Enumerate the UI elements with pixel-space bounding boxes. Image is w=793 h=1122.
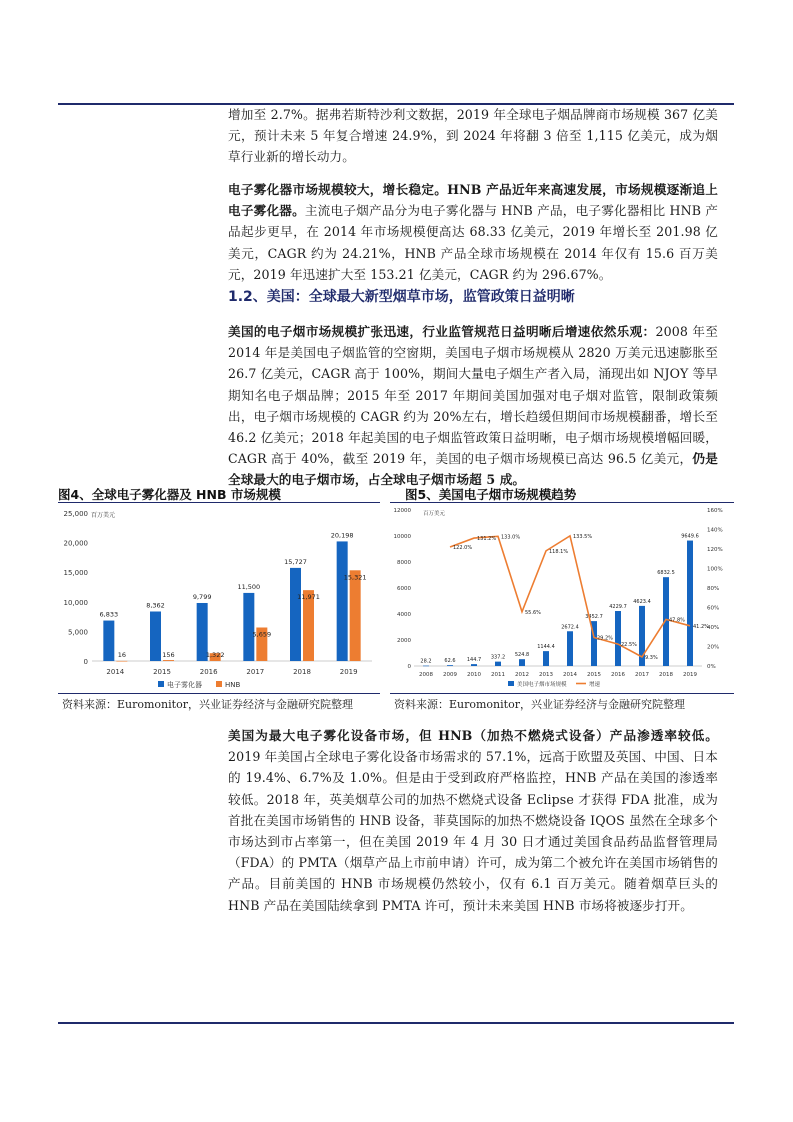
fig4-bottom-rule [58,693,380,694]
fig4-label-vaporizer: 8,362 [146,601,165,610]
fig5-bar [567,631,573,666]
fig5-y-tick-left: 4000 [397,612,411,618]
fig5-legend-swatch-bar [508,681,514,686]
intro-paragraph [228,104,718,168]
fig4-label-vaporizer: 9,799 [192,592,212,601]
fig5-x-tick: 2009 [443,672,457,678]
fig5-growth-label: 29.2% [597,635,613,642]
fig5-growth-label: 131.2% [477,536,497,543]
fig5-x-tick: 2008 [419,672,433,678]
fig4-unit-label: 百万美元 [91,512,116,519]
fig4-x-tick: 2019 [339,668,358,676]
intro-text: 增加至 2.7%。据弗若斯特沙利文数据，2019 年全球电子烟品牌商市场规模 367 亿美元，预计未来 5 年复合增速 24.9%，到 2024 年将翻 3 倍至 1,115 亿美元，成为烟草行业新的增长动力。 [228,107,718,165]
fig4-label-vaporizer: 20,198 [330,531,354,540]
fig5-growth-label: 133.5% [573,533,593,540]
fig5-x-tick: 2017 [635,672,649,678]
fig5-bar [519,659,525,666]
fig5-bar [423,666,429,667]
fig4-label-hnb: 11,971 [297,593,320,602]
fig5-y-tick-right: 140% [707,527,723,534]
fig5-bar [495,662,501,666]
paragraph-hnb-us [228,725,718,916]
fig5-bar-label: 337.2 [490,654,506,661]
fig5-bottom-rule [390,693,734,694]
fig4-legend-hnb: HNB [225,681,241,689]
fig5-y-tick-right: 80% [707,586,720,592]
fig4-bar-hnb [116,661,127,662]
fig4-x-tick: 2015 [153,668,171,676]
fig5-growth-label: 133.0% [501,534,521,541]
fig5-title: 图5、美国电子烟市场规模趋势 [405,487,577,502]
fig5-x-tick: 2018 [659,672,673,678]
bottom-rule [58,1022,734,1024]
fig4-legend-vaporizer: 电子雾化器 [167,681,202,689]
fig5-y-tick-left: 10000 [393,534,411,540]
fig5-bar-label: 9649.6 [681,533,699,540]
paragraph-vaporizer-hnb-text: 主流电子烟产品分为电子雾化器与 HNB 产品，电子雾化器相比 HNB 产品起步更早，在 2014 年市场规模便高达 68.33 亿美元，2019 年增长至 201.98 亿美元，CAGR 约为 24.21%，HNB 产品全球市场规模在 2014 年仅有 15.6 百万美元，2019 年迅速扩大至 153.21 亿美元，CAGR 约为 296.67%。 [228,203,718,282]
fig5-x-tick: 2013 [539,672,553,678]
fig5-growth-label: 41.2% [693,623,709,630]
fig5-y-tick-right: 120% [707,547,723,553]
fig4-x-tick: 2016 [199,668,218,676]
section-heading: 1.2、美国：全球最大新型烟草市场，监管政策日益明晰 [228,289,575,305]
paragraph-hnb-us-bold: 美国为最大电子雾化设备市场，但 HNB（加热不燃烧式设备）产品渗透率较低。 [228,728,718,743]
fig4-chart [58,503,382,693]
fig5-bar-label: 3452.7 [585,614,603,621]
fig4-label-hnb: 5,659 [252,630,272,639]
fig5-bar-label: 4623.4 [633,598,651,605]
fig5-growth-label: 9.3% [645,654,658,661]
fig5-bar [447,665,453,666]
fig4-y-tick: 20,000 [63,539,88,548]
fig4-y-tick: 10,000 [63,598,88,607]
fig5-bar-label: 28.2 [420,658,432,665]
fig4-bar-vaporizer [103,621,114,661]
fig4-legend-swatch-vaporizer [158,681,164,687]
fig4-label-vaporizer: 6,833 [99,610,119,619]
fig5-x-tick: 2012 [515,672,529,678]
fig5-bar-label: 524.8 [514,652,530,659]
fig5-bar [471,664,477,666]
fig5-x-tick: 2015 [587,672,601,678]
fig4-y-tick: 25,000 [63,510,88,518]
fig5-source: 资料来源：Euromonitor，兴业证券经济与金融研究院整理 [394,698,685,711]
fig5-bar-label: 1144.4 [537,644,555,651]
fig5-bar-label: 62.6 [444,658,456,665]
fig5-legend-bar: 美国电子烟市场规模 [517,682,567,688]
fig5-y-tick-right: 0% [707,664,716,670]
fig4-y-tick: 5,000 [67,628,88,637]
fig4-bar-vaporizer [337,541,348,661]
fig4-bar-hnb [163,660,174,661]
fig5-bar [615,611,621,666]
fig5-x-tick: 2014 [563,672,577,678]
fig4-bar-hnb [350,570,361,661]
fig5-growth-label: 122.0% [453,545,473,552]
fig4-title: 图4、全球电子雾化器及 HNB 市场规模 [58,487,281,502]
fig4-bar-vaporizer [243,593,254,661]
paragraph-vaporizer-hnb-bold: 电子雾化器市场规模较大，增长稳定。HNB 产品近年来高速发展，市场规模逐渐追上电子雾化器。 [228,182,718,219]
fig4-x-tick: 2018 [293,668,311,676]
fig4-x-tick: 2014 [106,668,125,676]
fig5-x-tick: 2011 [491,672,505,678]
fig4-y-tick: 15,000 [63,569,88,578]
fig5-bar-label: 144.7 [466,657,482,664]
paragraph-us-market-bold: 美国的电子烟市场规模扩张迅速，行业监管规范日益明晰后增速依然乐观： [228,324,656,339]
fig5-growth-label: 22.5% [621,642,637,649]
fig4-label-hnb: 156 [162,651,175,659]
paragraph-vaporizer-hnb [228,179,718,285]
fig5-x-tick: 2019 [683,672,697,678]
fig5-bar [687,541,693,666]
fig5-x-tick: 2016 [611,672,625,678]
fig5-bar-label: 6832.5 [657,570,675,577]
fig4-x-tick: 2017 [246,668,265,676]
fig5-y-tick-right: 20% [707,644,720,651]
fig5-y-tick-right: 40% [707,625,720,631]
paragraph-us-market-bold-end: 仍是全球最大的电子烟市场，占全球电子烟市场超 5 成。 [228,451,718,488]
fig5-y-tick-right: 60% [707,605,720,612]
fig5-y-tick-left: 8000 [397,560,411,566]
fig4-label-hnb: 15,321 [343,573,367,582]
fig5-y-tick-left: 0 [407,664,411,670]
fig5-bar [543,651,549,666]
fig5-growth-label: 55.6% [525,609,541,616]
fig5-y-tick-left: 6000 [397,586,411,592]
fig4-y-tick: 0 [83,658,88,666]
fig4-bar-vaporizer [290,568,301,661]
fig5-legend-line: 增速 [589,682,601,688]
paragraph-hnb-us-text: 2019 年美国占全球电子雾化设备市场需求的 57.1%，远高于欧盟及英国、中国、日本的 19.4%、6.7%及 1.0%。但是由于受到政府严格监控，HNB 产品在美国的渗透率较低。2018 年，英美烟草公司的加热不燃烧式设备 Eclipse 才获得 FDA 批准，成为首批在美国市场销售的 HNB 设备，菲莫国际的加热不燃烧设备 IQOS 虽然在全球多个市场达到市占率第一，但在美国 2019 年 4 月 30 日才通过美国食品药品监督管理局（FDA）的 PMTA（烟草产品上市前申请）许可，成为第二个被允许在美国市场销售的产品。目前美国的 HNB 市场规模仍然较小，仅有 6.1 百万美元。随着烟草巨头的 HNB 产品在美国陆续拿到 PMTA 许可，预计未来美国 HNB 市场将被逐步打开。 [228,749,718,913]
fig4-source: 资料来源：Euromonitor，兴业证券经济与金融研究院整理 [62,698,353,711]
fig5-bar-label: 4229.7 [609,604,627,611]
fig5-x-tick: 2010 [467,672,481,678]
paragraph-us-market-text: 2008 年至 2014 年是美国电子烟监管的空窗期，美国电子烟市场规模从 2820 万美元迅速膨胀至 26.7 亿美元，CAGR 高于 100%，期间大量电子烟生产者入局，涌现出如 NJOY 等早期知名电子烟品牌；2015 年至 2017 年期间美国加强对电子烟对监管，限制政策频出，电子烟市场规模的 CAGR 约为 20%左右，增长趋缓但期间市场规模翻番，增长至 46.2 亿美元；2018 年起美国的电子烟监管政策日益明晰，电子烟市场规模增幅回暖，CAGR 高于 40%，截至 2019 年，美国的电子烟市场规模已高达 96.5 亿美元， [228,324,718,467]
fig5-unit-label: 百万美元 [423,511,446,517]
fig5-growth-label: 118.1% [549,548,569,555]
fig5-y-tick-right: 100% [707,566,723,573]
fig5-y-tick-left: 2000 [397,638,411,644]
fig5-bar-label: 2672.4 [561,624,579,631]
fig5-y-tick-left: 12000 [393,508,411,514]
fig5-growth-label: 47.8% [669,617,685,624]
fig5-y-tick-right: 160% [707,508,723,514]
fig4-label-vaporizer: 11,500 [237,582,261,591]
fig4-label-vaporizer: 15,727 [284,557,307,566]
fig4-bar-vaporizer [150,611,161,661]
fig4-legend-swatch-hnb [216,681,222,687]
fig4-label-hnb: 16 [117,651,126,659]
fig5-chart [390,503,734,693]
fig4-label-hnb: 1,322 [205,651,225,659]
paragraph-us-market [228,321,718,491]
